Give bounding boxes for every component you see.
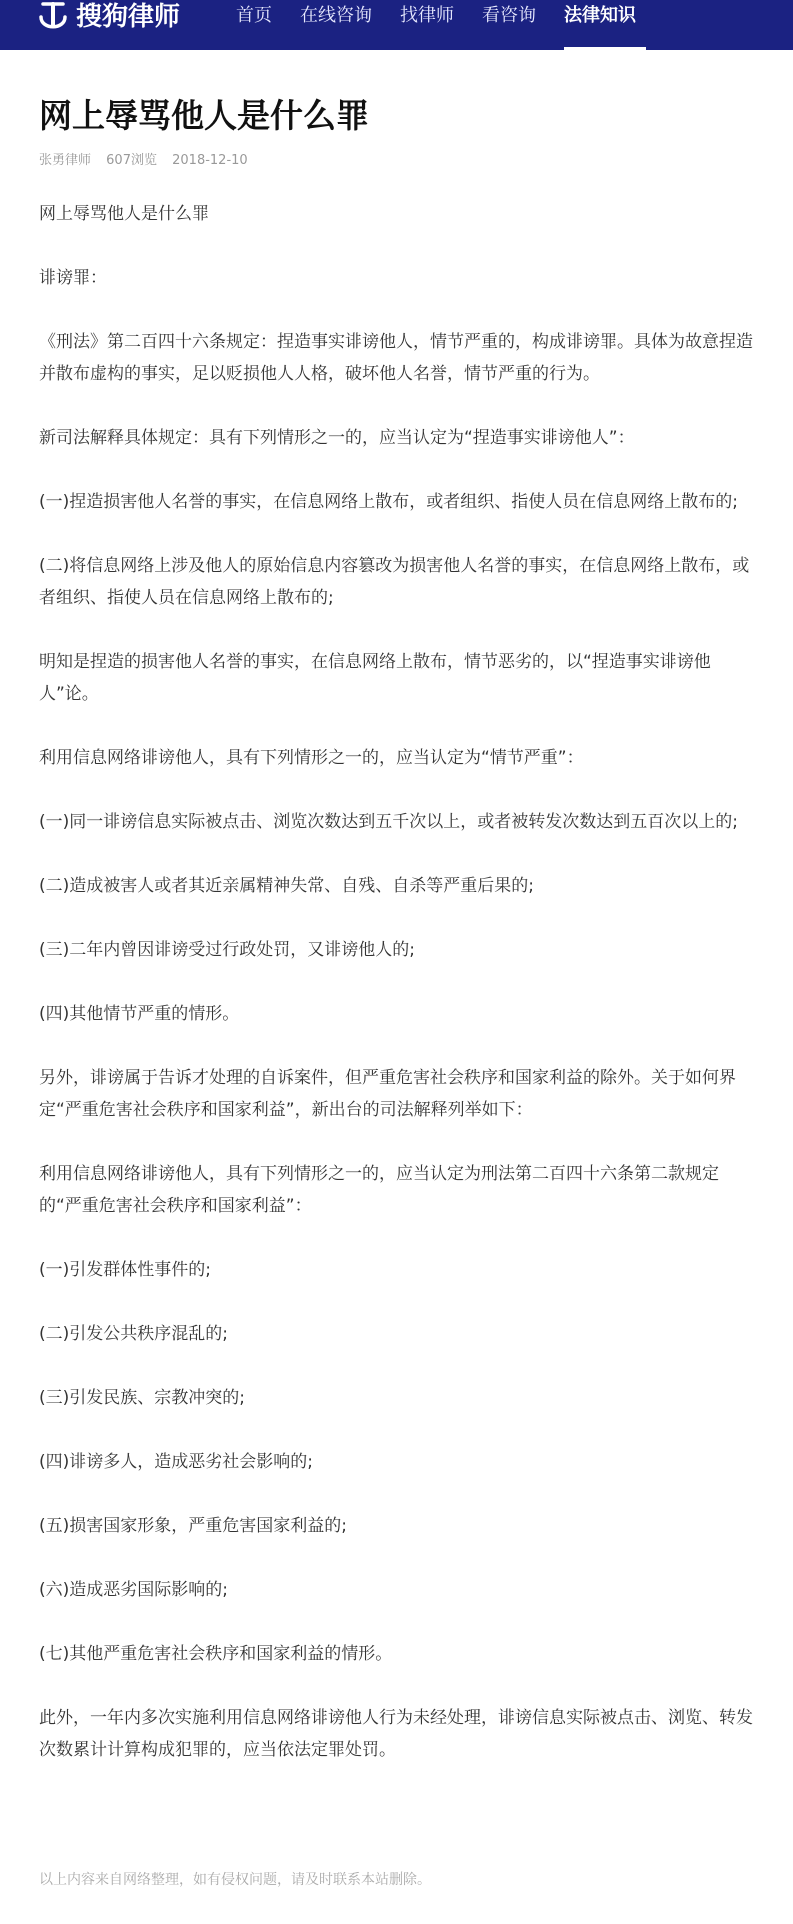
nav-item-2[interactable]: 找律师 (400, 5, 454, 26)
article-paragraph: (六)造成恶劣国际影响的; (39, 1580, 228, 1600)
article-paragraph: (一)同一诽谤信息实际被点击、浏览次数达到五千次以上，或者被转发次数达到五百次以上的; (39, 812, 738, 832)
article-paragraph: 利用信息网络诽谤他人，具有下列情形之一的，应当认定为刑法第二百四十六条第二款规定的“严重危害社会秩序和国家利益”： (39, 1164, 719, 1216)
article-paragraph: 此外，一年内多次实施利用信息网络诽谤他人行为未经处理，诽谤信息实际被点击、浏览、转发次数累计计算构成犯罪的，应当依法定罪处罚。 (39, 1708, 753, 1760)
article-paragraph: (一)引发群体性事件的; (39, 1260, 211, 1280)
article-paragraph: (一)捏造损害他人名誉的事实，在信息网络上散布，或者组织、指使人员在信息网络上散布的; (39, 492, 738, 512)
nav-item-1[interactable]: 在线咨询 (300, 5, 372, 26)
article-paragraph: (四)其他情节严重的情形。 (39, 1004, 240, 1024)
article-paragraph: (二)造成被害人或者其近亲属精神失常、自残、自杀等严重后果的; (39, 876, 534, 896)
logo-icon (36, 0, 70, 34)
article-paragraph: 新司法解释具体规定：具有下列情形之一的，应当认定为“捏造事实诽谤他人”： (39, 428, 635, 448)
article-paragraph: 利用信息网络诽谤他人，具有下列情形之一的，应当认定为“情节严重”： (39, 748, 584, 768)
article-paragraph: (三)二年内曾因诽谤受过行政处罚，又诽谤他人的; (39, 940, 415, 960)
article-paragraph: 明知是捏造的损害他人名誉的事实，在信息网络上散布，情节恶劣的，以“捏造事实诽谤他人”论。 (39, 652, 711, 704)
article-paragraph: 网上辱骂他人是什么罪 (39, 204, 209, 224)
nav-item-0[interactable]: 首页 (236, 5, 272, 26)
article-container (39, 95, 753, 1766)
author-name[interactable]: 张勇律师 (39, 153, 92, 168)
article-paragraph: (二)将信息网络上涉及他人的原始信息内容篡改为损害他人名誉的事实，在信息网络上散布，或者组织、指使人员在信息网络上散布的; (39, 556, 750, 608)
top-navigation-bar (0, 0, 793, 50)
view-count: 607浏览 (106, 153, 157, 168)
article-paragraph: 诽谤罪： (39, 268, 107, 288)
logo-text: 搜狗律师 (76, 2, 181, 32)
main-nav (236, 0, 664, 50)
article-paragraph: (四)诽谤多人，造成恶劣社会影响的; (39, 1452, 313, 1472)
article-body (39, 198, 753, 1766)
article-meta (39, 152, 753, 170)
publish-date: 2018-12-10 (172, 153, 248, 168)
nav-item-4[interactable]: 法律知识 (564, 0, 636, 50)
article-paragraph: 《刑法》第二百四十六条规定：捏造事实诽谤他人，情节严重的，构成诽谤罪。具体为故意捏造并散布虚构的事实，足以贬损他人人格，破坏他人名誉，情节严重的行为。 (39, 332, 753, 384)
article-paragraph: (三)引发民族、宗教冲突的; (39, 1388, 245, 1408)
copyright-notice: 以上内容来自网络整理，如有侵权问题，请及时联系本站删除。 (39, 1872, 431, 1888)
article-title: 网上辱骂他人是什么罪 (39, 96, 369, 135)
article-paragraph: (七)其他严重危害社会秩序和国家利益的情形。 (39, 1644, 393, 1664)
article-paragraph: (二)引发公共秩序混乱的; (39, 1324, 228, 1344)
nav-item-3[interactable]: 看咨询 (482, 5, 536, 26)
article-paragraph: (五)损害国家形象，严重危害国家利益的; (39, 1516, 347, 1536)
site-logo[interactable] (36, 0, 180, 34)
article-paragraph: 另外，诽谤属于告诉才处理的自诉案件，但严重危害社会秩序和国家利益的除外。关于如何界定“严重危害社会秩序和国家利益”，新出台的司法解释列举如下： (39, 1068, 736, 1120)
